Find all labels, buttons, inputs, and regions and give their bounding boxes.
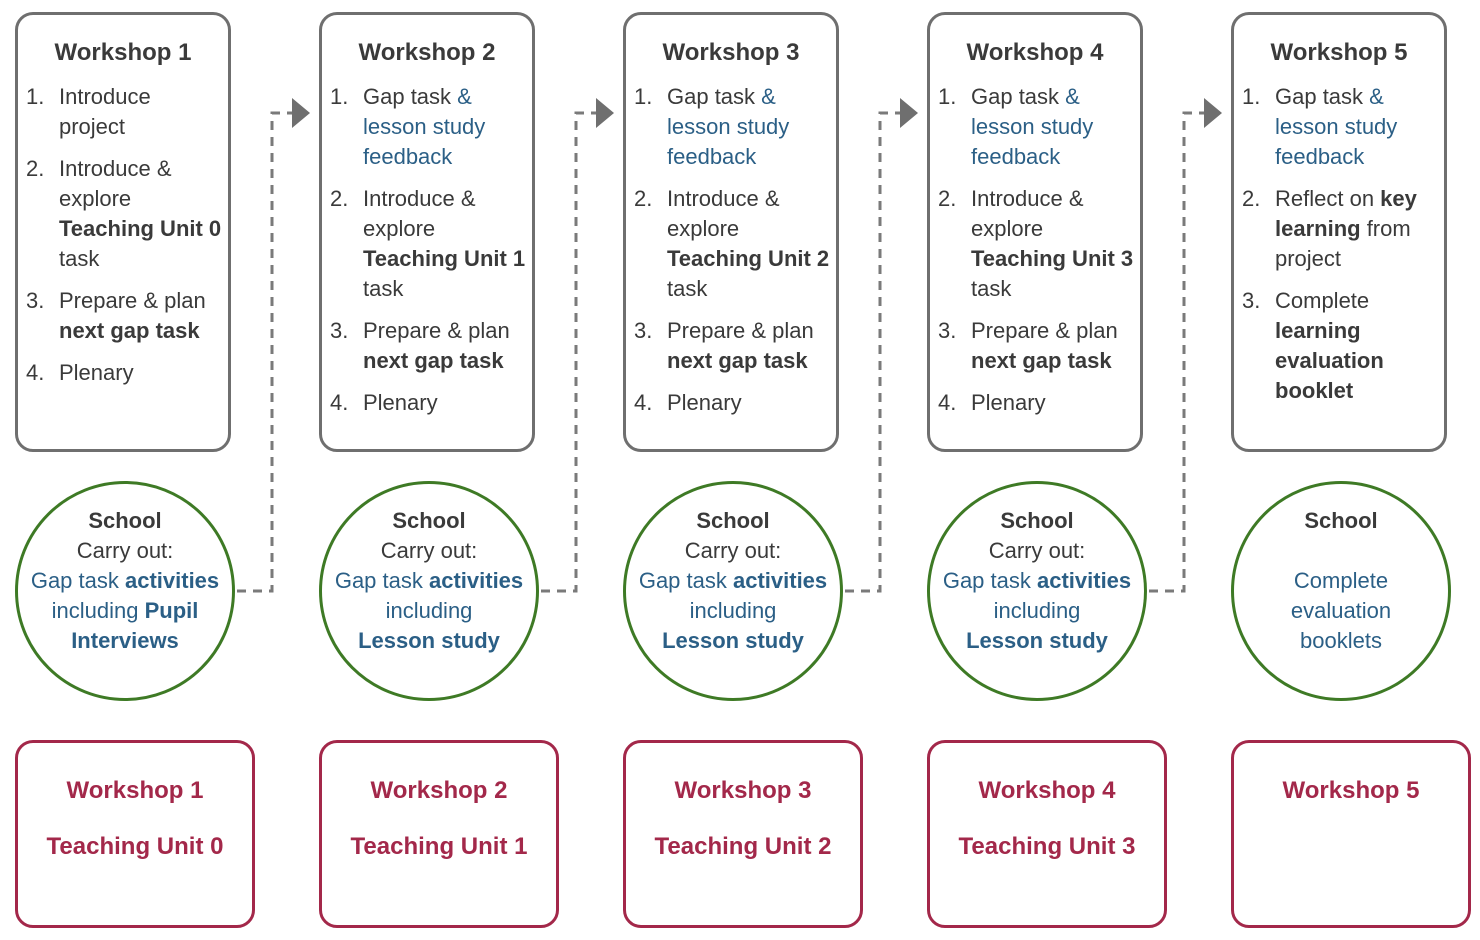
agenda-item [1242, 184, 1438, 274]
activity-line [626, 596, 840, 626]
activity-text-run: activities [732, 568, 828, 593]
agenda-item [330, 316, 526, 376]
card-unit-label: Teaching Unit 0 [46, 833, 224, 860]
agenda-text-run: task [363, 276, 404, 301]
agenda-item [330, 184, 526, 304]
agenda-text-run: Gap task [971, 84, 1066, 109]
resource-card-5 [1231, 740, 1471, 928]
school-circle-4 [927, 481, 1147, 701]
workshop-title: Workshop 3 [662, 39, 800, 66]
agenda-item-text [667, 82, 830, 172]
activity-text-run: Gap task [334, 568, 429, 593]
activity-line [1234, 626, 1448, 656]
workshop-box-1 [15, 12, 231, 452]
workshop-title: Workshop 4 [966, 39, 1104, 66]
agenda-item-number: 1. [330, 84, 349, 109]
workshop-box-4 [927, 12, 1143, 452]
school-content [18, 506, 232, 656]
agenda-text-run: task [667, 276, 708, 301]
agenda-text-run: next gap task [667, 348, 808, 373]
agenda-item-text [1275, 82, 1438, 172]
agenda-item-number: 2. [938, 186, 957, 211]
agenda-text-run: Reflect on [1275, 186, 1381, 211]
agenda-text-run: Plenary [59, 360, 134, 385]
workshop-box-3 [623, 12, 839, 452]
activity-line [930, 596, 1144, 626]
arrow-head-icon [1204, 98, 1222, 128]
connector-2-to-3 [541, 113, 596, 591]
agenda-text-run: Complete [1275, 288, 1370, 313]
agenda-text-run: & lesson study feedback [363, 84, 486, 169]
school-content [322, 506, 536, 656]
agenda-item-text [971, 184, 1134, 304]
carry-out-label: Carry out: [380, 538, 478, 563]
agenda-item-number: 3. [938, 318, 957, 343]
agenda-text-run: Introduce & explore [363, 186, 476, 241]
agenda-text-run: Introduce & explore [971, 186, 1084, 241]
agenda-item [634, 388, 830, 418]
agenda-text-run: task [59, 246, 100, 271]
agenda-item-number: 4. [938, 390, 957, 415]
agenda-text-run: key learning [1275, 186, 1417, 241]
agenda-item [938, 82, 1134, 172]
agenda-item-number: 3. [1242, 288, 1261, 313]
school-content [1234, 506, 1448, 656]
school-circle-3 [623, 481, 843, 701]
connector-4-to-5 [1149, 113, 1204, 591]
agenda-item-number: 2. [26, 156, 45, 181]
agenda-list [930, 82, 1140, 418]
carry-out-label [1234, 536, 1448, 566]
card-unit-label: Teaching Unit 2 [654, 833, 832, 860]
card-workshop-label: Workshop 2 [370, 777, 508, 804]
activity-text-run: Interviews [71, 628, 179, 653]
agenda-item-number: 1. [938, 84, 957, 109]
card-workshop-label: Workshop 4 [978, 777, 1116, 804]
activity-line [322, 626, 536, 656]
agenda-item-number: 1. [26, 84, 45, 109]
activity-text-run: Gap task [638, 568, 733, 593]
agenda-item-number: 2. [1242, 186, 1261, 211]
agenda-item-text [971, 82, 1134, 172]
agenda-item [26, 358, 222, 388]
agenda-text-run: Prepare & plan [971, 318, 1118, 343]
agenda-text-run: next gap task [971, 348, 1112, 373]
agenda-text-run: Gap task [667, 84, 762, 109]
agenda-item-number: 3. [330, 318, 349, 343]
agenda-item [634, 316, 830, 376]
agenda-item-text [363, 316, 526, 376]
activity-text-run: including [51, 598, 145, 623]
agenda-item-number: 4. [26, 360, 45, 385]
card-unit-label: Teaching Unit 3 [958, 833, 1136, 860]
agenda-text-run: & lesson study feedback [971, 84, 1094, 169]
resource-card-4 [927, 740, 1167, 928]
activity-text-run: Gap task [30, 568, 125, 593]
school-heading: School [1000, 508, 1074, 533]
activity-text-run: booklets [1300, 628, 1382, 653]
agenda-item-text [1275, 184, 1438, 274]
agenda-text-run: Teaching Unit 1 [363, 246, 526, 271]
agenda-item [26, 82, 222, 142]
agenda-text-run: Plenary [667, 390, 742, 415]
agenda-list [1234, 82, 1444, 406]
workshop-title: Workshop 2 [358, 39, 496, 66]
activity-line [930, 566, 1144, 596]
arrow-head-icon [596, 98, 614, 128]
carry-out-label: Carry out: [988, 538, 1086, 563]
arrow-head-icon [292, 98, 310, 128]
connector-3-to-4 [845, 113, 900, 591]
activity-line [18, 596, 232, 626]
agenda-item-number: 2. [330, 186, 349, 211]
activity-text-run: including [385, 598, 473, 623]
workshop-box-5 [1231, 12, 1447, 452]
agenda-text-run: Plenary [971, 390, 1046, 415]
agenda-item [1242, 82, 1438, 172]
agenda-item-text [363, 388, 526, 418]
activity-line [1234, 596, 1448, 626]
activity-text-run: Gap task [942, 568, 1037, 593]
agenda-item-text [363, 184, 526, 304]
agenda-item-text [1275, 286, 1438, 406]
workshop-title: Workshop 1 [54, 39, 192, 66]
activity-text-run: Lesson study [966, 628, 1108, 653]
card-workshop-label: Workshop 1 [66, 777, 204, 804]
carry-out-label: Carry out: [76, 538, 174, 563]
agenda-item [330, 388, 526, 418]
resource-card-1 [15, 740, 255, 928]
connector-1-to-2 [237, 113, 292, 591]
school-heading: School [696, 508, 770, 533]
agenda-item [938, 184, 1134, 304]
agenda-item-text [971, 316, 1134, 376]
agenda-item-number: 4. [330, 390, 349, 415]
activity-text-run: including [993, 598, 1081, 623]
agenda-text-run: & lesson study feedback [1275, 84, 1398, 169]
agenda-text-run: & lesson study feedback [667, 84, 790, 169]
school-heading: School [1304, 508, 1378, 533]
agenda-item-number: 2. [634, 186, 653, 211]
agenda-text-run: next gap task [59, 318, 200, 343]
activity-text-run: activities [124, 568, 220, 593]
card-workshop-label: Workshop 3 [674, 777, 812, 804]
activity-text-run: Lesson study [662, 628, 804, 653]
card-workshop-label: Workshop 5 [1282, 777, 1420, 804]
agenda-item-text [971, 388, 1134, 418]
agenda-list [322, 82, 532, 418]
workshop-box-2 [319, 12, 535, 452]
resource-card-3 [623, 740, 863, 928]
agenda-text-run: Plenary [363, 390, 438, 415]
agenda-text-run: Teaching Unit 2 [667, 246, 830, 271]
activity-text-run: including [689, 598, 777, 623]
school-content [626, 506, 840, 656]
agenda-list [626, 82, 836, 418]
agenda-item-text [59, 358, 222, 388]
activity-line [18, 566, 232, 596]
school-heading: School [88, 508, 162, 533]
agenda-item-text [59, 82, 222, 142]
agenda-item-number: 3. [26, 288, 45, 313]
arrow-head-icon [900, 98, 918, 128]
agenda-text-run: Gap task [363, 84, 458, 109]
agenda-text-run: Teaching Unit 0 [59, 216, 222, 241]
activity-text-run: Lesson study [358, 628, 500, 653]
agenda-item-number: 4. [634, 390, 653, 415]
agenda-item-text [667, 316, 830, 376]
card-unit-label: Teaching Unit 1 [350, 833, 528, 860]
activity-line [930, 626, 1144, 656]
agenda-item [330, 82, 526, 172]
agenda-item [634, 82, 830, 172]
activity-line [626, 626, 840, 656]
agenda-text-run: task [971, 276, 1012, 301]
agenda-item [1242, 286, 1438, 406]
activity-line [322, 596, 536, 626]
agenda-item-text [363, 82, 526, 172]
activity-text-run: evaluation [1290, 598, 1392, 623]
activity-text-run: activities [1036, 568, 1132, 593]
agenda-list [18, 82, 228, 388]
agenda-text-run: Prepare & plan [667, 318, 814, 343]
agenda-text-run: Gap task [1275, 84, 1370, 109]
activity-text-run: Complete [1293, 568, 1389, 593]
school-circle-2 [319, 481, 539, 701]
agenda-item [938, 388, 1134, 418]
agenda-text-run: Introduce project [59, 84, 151, 139]
activity-line [18, 626, 232, 656]
school-circle-5 [1231, 481, 1451, 701]
agenda-item [634, 184, 830, 304]
agenda-text-run: Prepare & plan [363, 318, 510, 343]
agenda-text-run: from project [1275, 216, 1411, 271]
agenda-item-text [667, 184, 830, 304]
agenda-item-number: 1. [634, 84, 653, 109]
school-content [930, 506, 1144, 656]
agenda-item [26, 154, 222, 274]
agenda-text-run: next gap task [363, 348, 504, 373]
agenda-text-run: Prepare & plan [59, 288, 206, 313]
agenda-text-run: Teaching Unit 3 [971, 246, 1134, 271]
workshop-title: Workshop 5 [1270, 39, 1408, 66]
agenda-item [938, 316, 1134, 376]
agenda-text-run: learning evaluation booklet [1275, 318, 1384, 403]
agenda-item-text [59, 286, 222, 346]
activity-line [626, 566, 840, 596]
resource-card-2 [319, 740, 559, 928]
agenda-item-text [667, 388, 830, 418]
agenda-item [26, 286, 222, 346]
activity-text-run: Pupil [144, 598, 199, 623]
agenda-text-run: Introduce & explore [667, 186, 780, 241]
activity-line [1234, 566, 1448, 596]
school-heading: School [392, 508, 466, 533]
agenda-item-number: 3. [634, 318, 653, 343]
activity-text-run: activities [428, 568, 524, 593]
agenda-text-run: Introduce & explore [59, 156, 172, 211]
school-circle-1 [15, 481, 235, 701]
carry-out-label: Carry out: [684, 538, 782, 563]
activity-line [322, 566, 536, 596]
agenda-item-number: 1. [1242, 84, 1261, 109]
agenda-item-text [59, 154, 222, 274]
